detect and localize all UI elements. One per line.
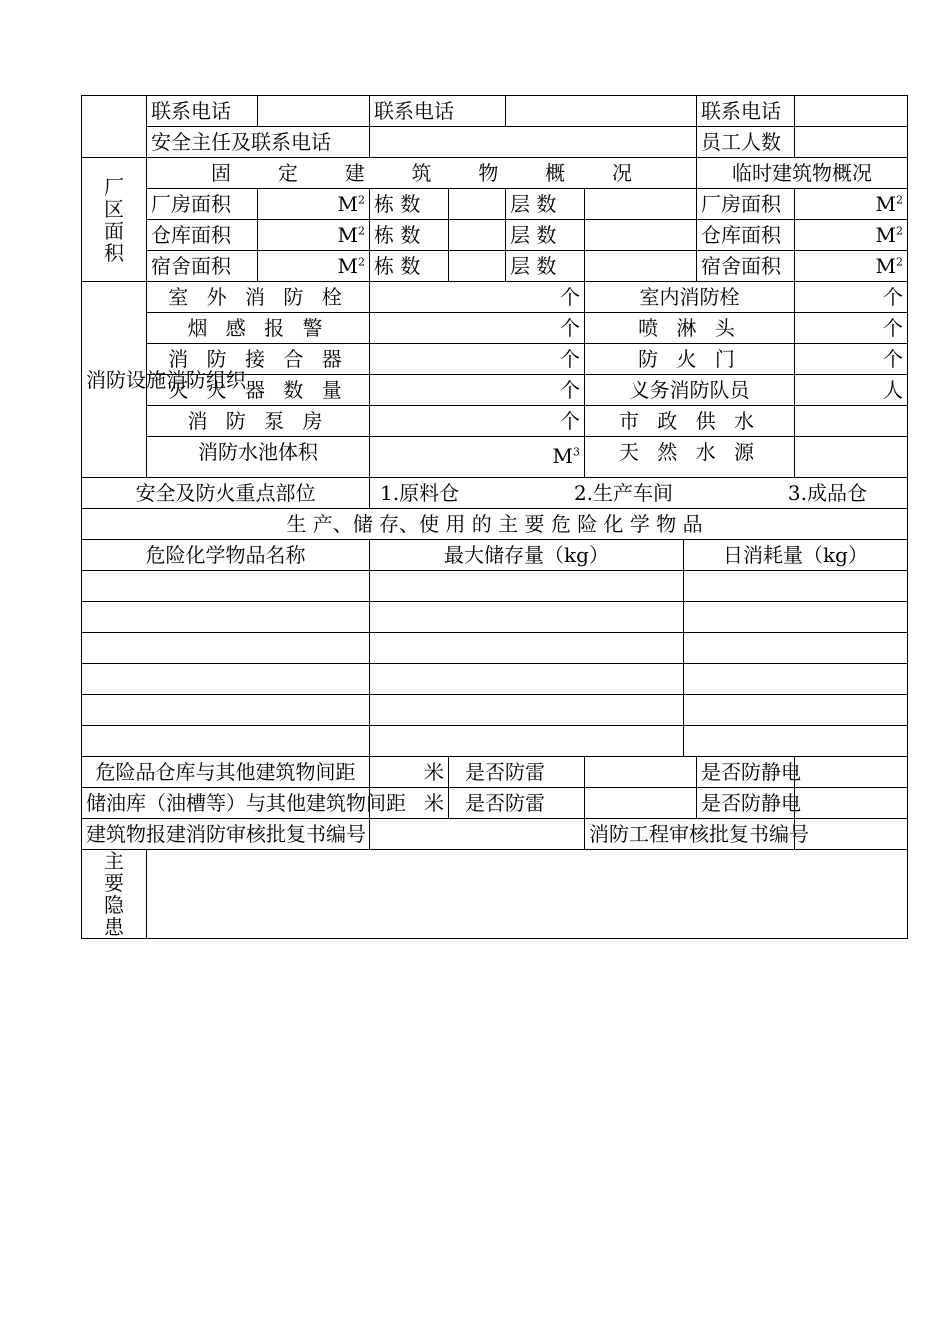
unit-sup: 2 [896,193,903,207]
contact-phone-field-2[interactable] [506,96,697,127]
staff-count-field[interactable] [795,127,908,158]
key-part-item: 1.原料仓 [380,481,460,505]
oil-depot-distance-field[interactable]: 米 [370,788,449,819]
factory-area-label: 厂房面积 [147,189,258,220]
chem-name-cell[interactable] [82,664,370,695]
key-part-item: 2.生产车间 [573,481,674,505]
contact-phone-label-1: 联系电话 [147,96,258,127]
building-count-field[interactable] [449,189,506,220]
area-side-char: 面 [104,218,124,243]
hazard-side-char: 隐 [104,893,124,917]
unit-sup: 3 [573,445,580,459]
chem-col-max-storage: 最大储存量（kg） [370,540,684,571]
main-hazards-label [82,850,147,939]
title-char: 概 [545,161,566,185]
chem-daily-cell[interactable] [684,633,908,664]
temp-warehouse-field[interactable] [795,220,908,251]
natural-water-field[interactable] [795,437,908,478]
unit-m: M [337,192,358,216]
outdoor-hydrant-label: 室 外 消 防 栓 [147,282,370,313]
fire-pump-room-label: 消 防 泵 房 [147,406,370,437]
title-char: 固 [211,161,231,185]
fire-project-approval-number-field[interactable] [795,819,908,850]
temp-factory-field[interactable] [795,189,908,220]
fire-side-label: 消防设施消防组织 [82,282,147,478]
chem-storage-cell[interactable] [370,695,684,726]
fixed-building-title [147,158,697,189]
chem-daily-cell[interactable] [684,602,908,633]
contact-phone-field-1[interactable] [258,96,370,127]
chem-name-cell[interactable] [82,633,370,664]
floors-label: 层 数 [506,220,585,251]
chemicals-title: 生 产、储 存、使 用 的 主 要 危 险 化 学 物 品 [82,509,908,540]
static-protection-label: 是否防静电 [697,757,795,788]
temp-dorm-field[interactable] [795,251,908,282]
sprinkler-field[interactable]: 个 [795,313,908,344]
hazard-side-char: 要 [104,871,124,895]
unit-m: M [552,444,573,468]
municipal-water-label: 市 政 供 水 [585,406,795,437]
unit-m: M [337,254,358,278]
staff-count-label: 员工人数 [697,127,795,158]
fire-pool-volume-label: 消防水池体积 [147,437,370,478]
unit-sup: 2 [896,224,903,238]
dorm-area-field[interactable] [258,251,370,282]
title-char: 况 [611,161,632,185]
temp-dorm-label: 宿舍面积 [697,251,795,282]
chem-storage-cell[interactable] [370,602,684,633]
factory-area-field[interactable] [258,189,370,220]
temp-building-title: 临时建筑物概况 [697,158,908,189]
area-side-label [82,158,147,282]
chem-col-name: 危险化学物品名称 [82,540,370,571]
building-count-field[interactable] [449,220,506,251]
contact-phone-label-3: 联系电话 [697,96,795,127]
static-protection-field[interactable] [795,757,908,788]
chem-daily-cell[interactable] [684,726,908,757]
hazard-side-char: 患 [104,915,124,939]
warehouse-area-label: 仓库面积 [147,220,258,251]
key-parts-label: 安全及防火重点部位 [82,478,370,509]
smoke-alarm-label: 烟 感 报 警 [147,313,370,344]
building-count-label: 栋 数 [370,251,449,282]
floors-field[interactable] [585,220,697,251]
blank-corner [82,96,147,158]
chem-col-daily-use: 日消耗量（kg） [684,540,908,571]
unit-sup: 2 [358,193,365,207]
static-protection-field[interactable] [795,788,908,819]
warehouse-area-field[interactable] [258,220,370,251]
smoke-alarm-field[interactable]: 个 [370,313,585,344]
floors-label: 层 数 [506,189,585,220]
building-count-label: 栋 数 [370,220,449,251]
key-part-item: 3.成品仓 [787,481,867,505]
main-hazards-field[interactable] [147,850,908,939]
extinguisher-count-label: 灭 火 器 数 量 [147,375,370,406]
unit-m: M [875,254,896,278]
volunteer-firefighters-field[interactable]: 人 [795,375,908,406]
building-count-label: 栋 数 [370,189,449,220]
chem-daily-cell[interactable] [684,695,908,726]
fire-connector-label: 消 防 接 合 器 [147,344,370,375]
chem-name-cell[interactable] [82,602,370,633]
hazmat-warehouse-distance-label: 危险品仓库与其他建筑物间距 [82,757,370,788]
title-char: 物 [478,161,499,185]
title-char: 建 [344,161,365,185]
area-side-char: 厂 [104,174,124,199]
volunteer-firefighters-label: 义务消防队员 [585,375,795,406]
building-approval-number-label: 建筑物报建消防审核批复书编号 [82,819,370,850]
static-protection-label: 是否防静电 [697,788,795,819]
area-side-char: 区 [104,196,124,221]
floors-field[interactable] [585,189,697,220]
outdoor-hydrant-field[interactable]: 个 [370,282,585,313]
extinguisher-count-field[interactable]: 个 [370,375,585,406]
building-approval-number-field[interactable] [370,819,585,850]
chem-daily-cell[interactable] [684,571,908,602]
indoor-hydrant-field[interactable]: 个 [795,282,908,313]
safety-director-field[interactable] [370,127,697,158]
lightning-protection-label: 是否防雷 [449,757,585,788]
unit-m: M [875,223,896,247]
chem-storage-cell[interactable] [370,633,684,664]
chem-storage-cell[interactable] [370,571,684,602]
key-parts-values [370,478,908,509]
unit-m: M [337,223,358,247]
fire-pump-room-field[interactable]: 个 [370,406,585,437]
fire-project-approval-number-label: 消防工程审核批复书编号 [585,819,795,850]
municipal-water-field[interactable] [795,406,908,437]
lightning-protection-label: 是否防雷 [449,788,585,819]
sprinkler-label: 喷 淋 头 [585,313,795,344]
contact-phone-field-3[interactable] [795,96,908,127]
area-side-char: 积 [104,240,124,265]
natural-water-label: 天 然 水 源 [585,437,795,478]
unit-sup: 2 [358,255,365,269]
unit-sup: 2 [896,255,903,269]
chem-storage-cell[interactable] [370,726,684,757]
title-char: 筑 [411,161,432,185]
safety-director-label: 安全主任及联系电话 [147,127,370,158]
title-char: 定 [277,161,298,185]
lightning-protection-field[interactable] [585,757,697,788]
floors-label: 层 数 [506,251,585,282]
oil-depot-distance-label: 储油库（油槽等）与其他建筑物间距 [82,788,370,819]
unit-m: M [875,192,896,216]
floors-field[interactable] [585,251,697,282]
fire-safety-form [81,95,908,939]
chem-name-cell[interactable] [82,571,370,602]
lightning-protection-field[interactable] [585,788,697,819]
chem-storage-cell[interactable] [370,664,684,695]
chem-daily-cell[interactable] [684,664,908,695]
temp-factory-label: 厂房面积 [697,189,795,220]
indoor-hydrant-label: 室内消防栓 [585,282,795,313]
chem-name-cell[interactable] [82,726,370,757]
temp-warehouse-label: 仓库面积 [697,220,795,251]
building-count-field[interactable] [449,251,506,282]
hazmat-warehouse-distance-field[interactable]: 米 [370,757,449,788]
fire-door-field[interactable]: 个 [795,344,908,375]
chem-name-cell[interactable] [82,695,370,726]
fire-door-label: 防 火 门 [585,344,795,375]
fire-pool-volume-field[interactable] [370,437,585,478]
contact-phone-label-2: 联系电话 [370,96,506,127]
fire-connector-field[interactable]: 个 [370,344,585,375]
unit-sup: 2 [358,224,365,238]
hazard-side-char: 主 [104,849,124,873]
dorm-area-label: 宿舍面积 [147,251,258,282]
